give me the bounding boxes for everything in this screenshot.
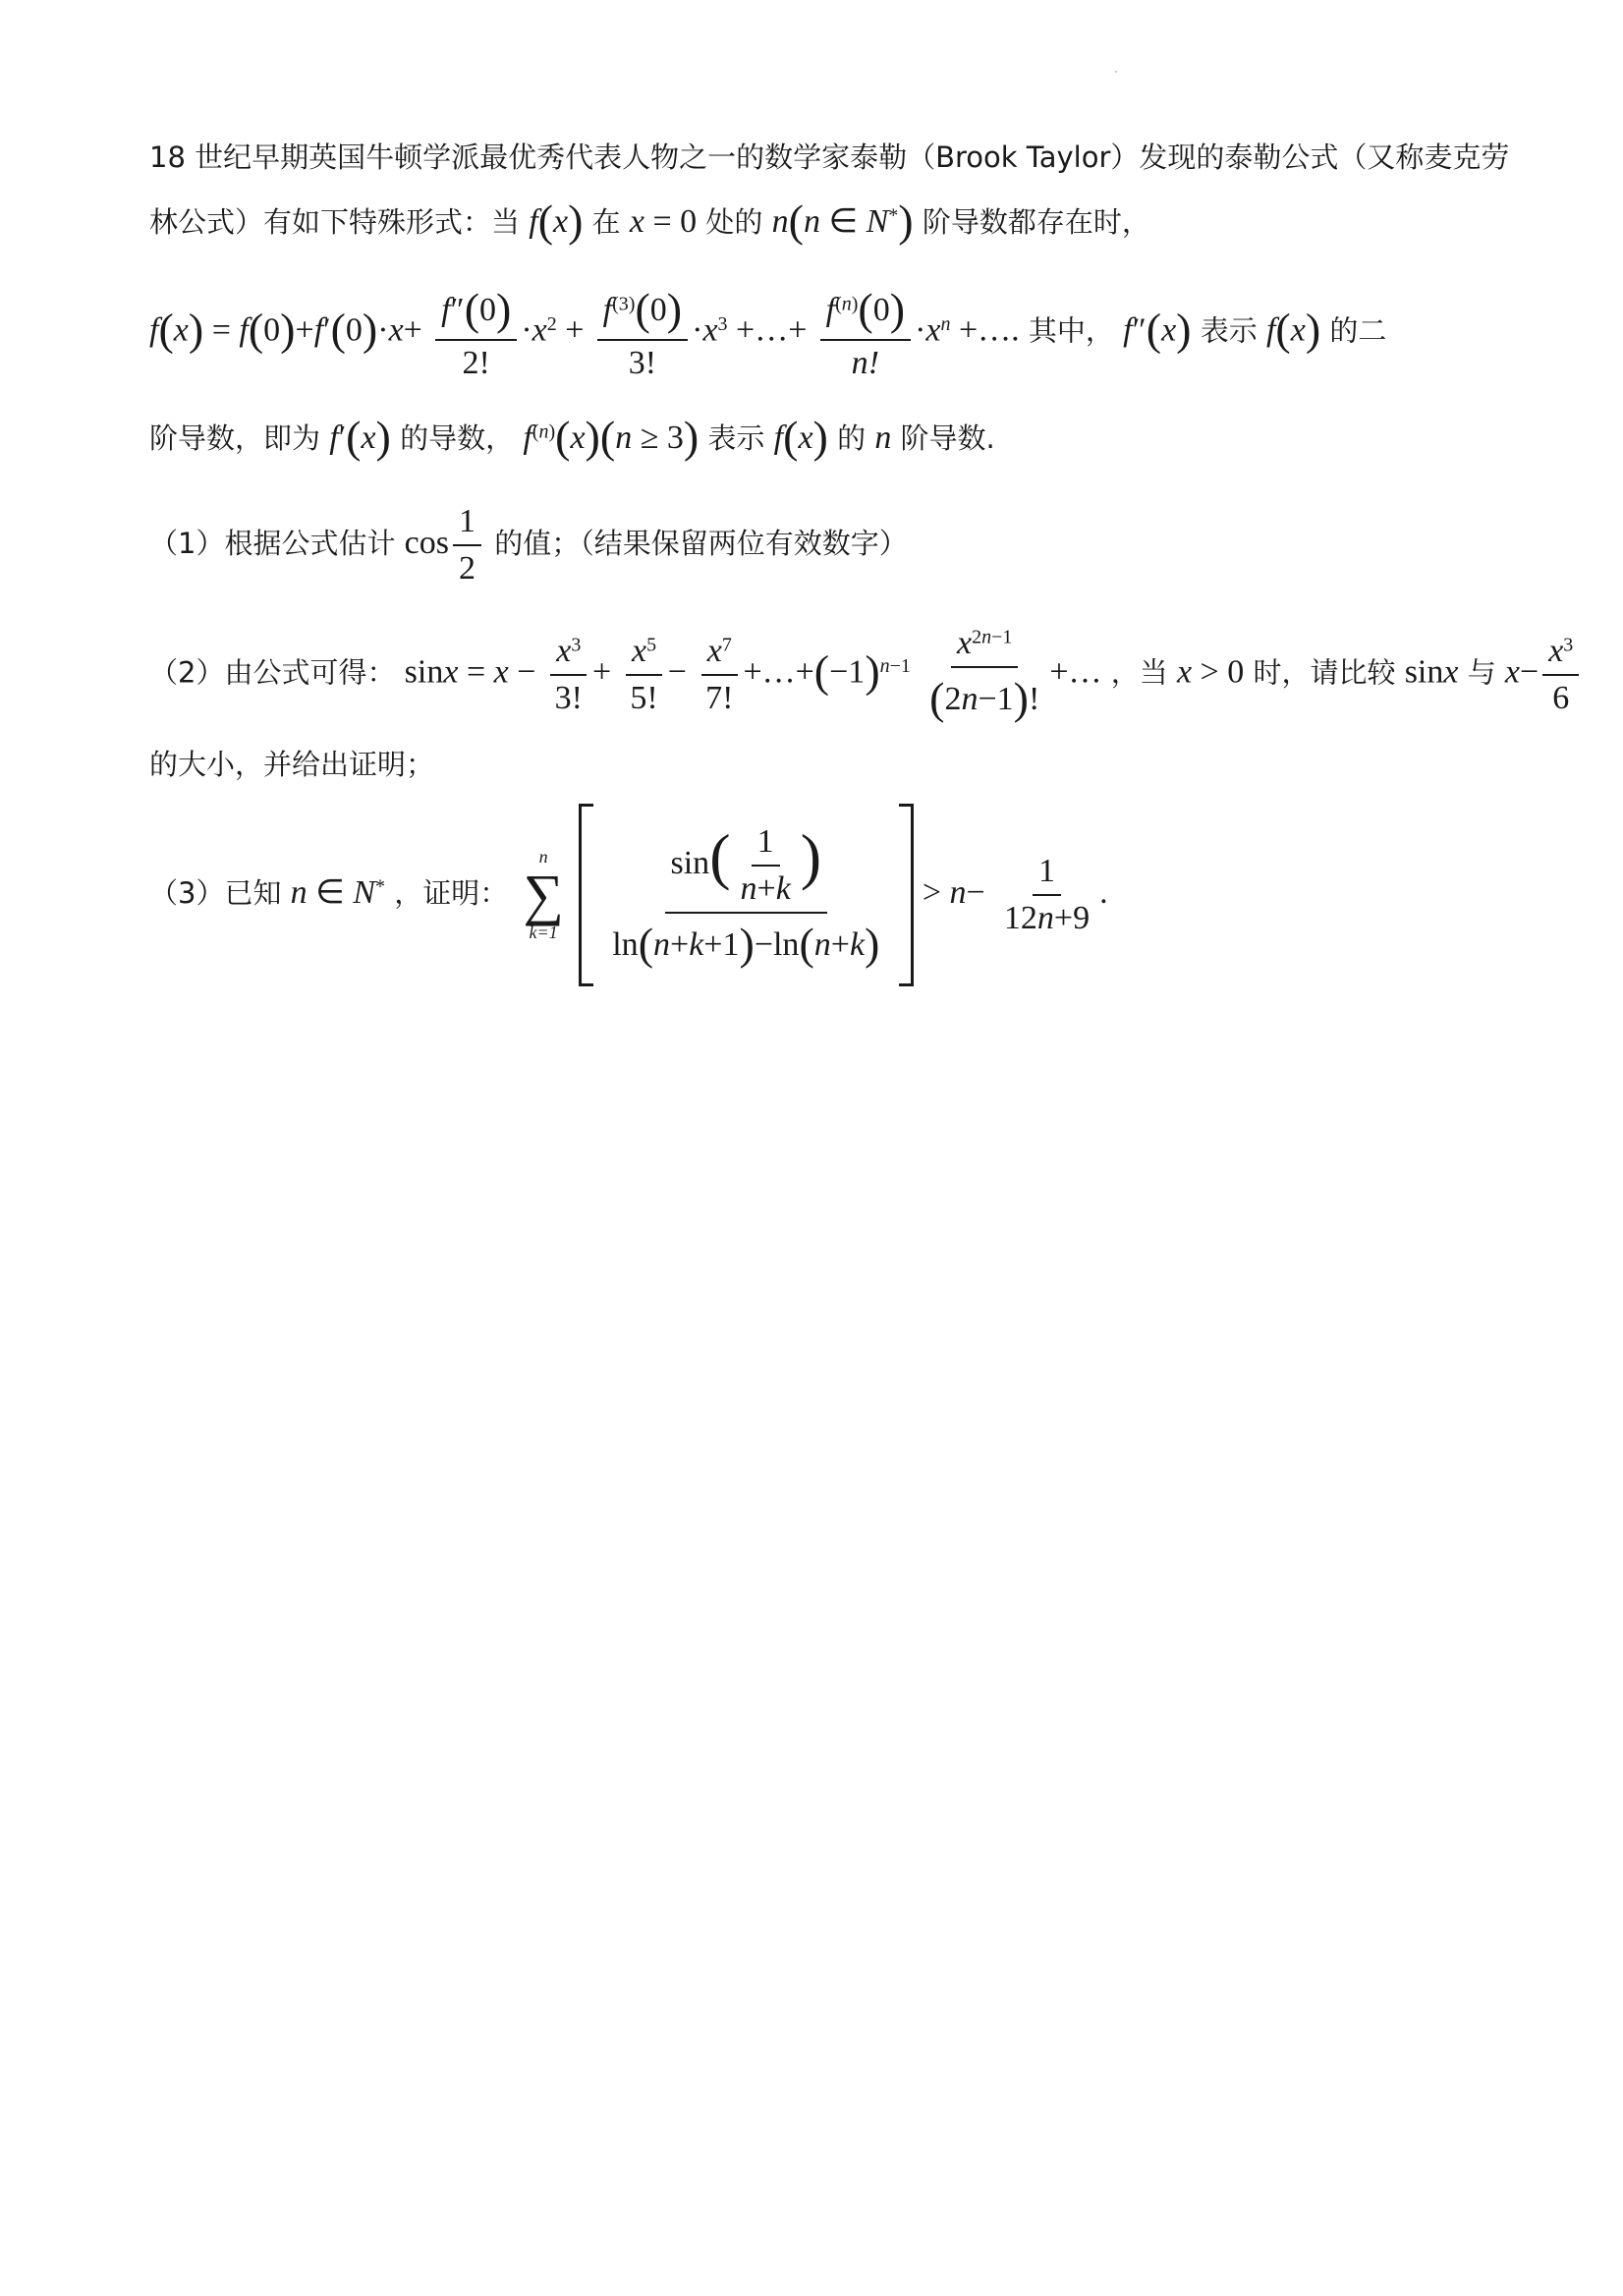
question-2: （2）由公式可得： sinx = x − $\frac{x^3}{3!}$ + $\frac{x^5}{5!}$ − $\frac{x^7}{7!}$ $+\dots+(-1)^{n-1}$ $\frac{x^{2n-1}}{(2n-1)!}$ +… ，当 x > 0 时，请比较 sinx 与 x− $\frac{x^3}{6}$: [149, 625, 1583, 724]
q2-tail-b: 时，请比较: [1253, 655, 1396, 690]
intro-text-4c: 表示: [707, 421, 765, 455]
q2-tail-a: ，当: [1110, 655, 1168, 690]
intro-line-4: 阶导数，即为 f′(x) 的导数， $f^{(n)}(x)(n \ge 3)$ 表示 f(x) 的 n 阶导数.: [149, 412, 995, 462]
intro-line-2: 林公式）有如下特殊形式：当 f(x) 在 x = 0 处的 n(n ∈ N*) 阶导数都存在时，: [149, 196, 1150, 246]
intro-text-3c: 的二: [1329, 313, 1387, 348]
intro-text-1: 18 世纪早期英国牛顿学派最优秀代表人物之一的数学家泰勒（Brook Taylor）发现的泰勒公式（又称麦克劳: [149, 140, 1510, 174]
right-bracket: [899, 804, 914, 986]
q1-label: （1）根据公式估计: [149, 527, 396, 560]
q2-line2: 的大小，并给出证明；: [149, 748, 435, 781]
q1-tail: 的值；（结果保留两位有效数字）: [494, 527, 908, 560]
intro-text-4d: 的: [837, 421, 867, 455]
q3-tail-a: ，证明：: [394, 876, 509, 910]
q2-label: （2）由公式可得：: [149, 655, 396, 690]
intro-text-4e: 阶导数.: [900, 421, 995, 455]
intro-text-3b: 表示: [1200, 313, 1258, 348]
intro-text-2c: 处的: [705, 205, 763, 239]
scan-speck: [1115, 71, 1117, 73]
intro-text-2a: 林公式）有如下特殊形式：当: [149, 205, 521, 239]
intro-text-2b: 在: [591, 205, 621, 239]
question-2-line-2: [149, 743, 434, 783]
summation-symbol: n ∑ k=1: [523, 847, 564, 942]
intro-text-4a: 阶导数，即为: [149, 421, 321, 455]
intro-text-4b: 的导数，: [400, 421, 515, 455]
q3-label: （3）已知: [149, 876, 282, 910]
question-3: （3）已知 n ∈ N* ，证明： n ∑ k=1 sin( $\frac{1}{n+k}$ ) ln(n+k+1)−ln(n+k) > n− $\frac{1}{12n+9}$ .: [149, 804, 1108, 986]
q2-tail-c: 与: [1467, 655, 1496, 690]
left-bracket: [579, 804, 593, 986]
question-1: （1）根据公式估计 cos $\frac{1}{2}$ 的值；（结果保留两位有效数字）: [149, 503, 908, 587]
taylor-formula-line: f(x) = f(0)+f′(0)·x+ $\frac{f''(0)}{2!}$ $\cdot x^2$ + $\frac{f^{(3)}(0)}{3!}$ $\cdot x^3$ +…+ $\frac{f^{(n)}(0)}{n!}$ $\cdot x^n$ +…. 其中， f″(x) 表示 f(x) 的二: [149, 284, 1387, 381]
intro-line-1: [149, 136, 1509, 176]
intro-text-3a: 其中，: [1028, 313, 1114, 348]
intro-text-2d: 阶导数都存在时，: [922, 205, 1150, 239]
